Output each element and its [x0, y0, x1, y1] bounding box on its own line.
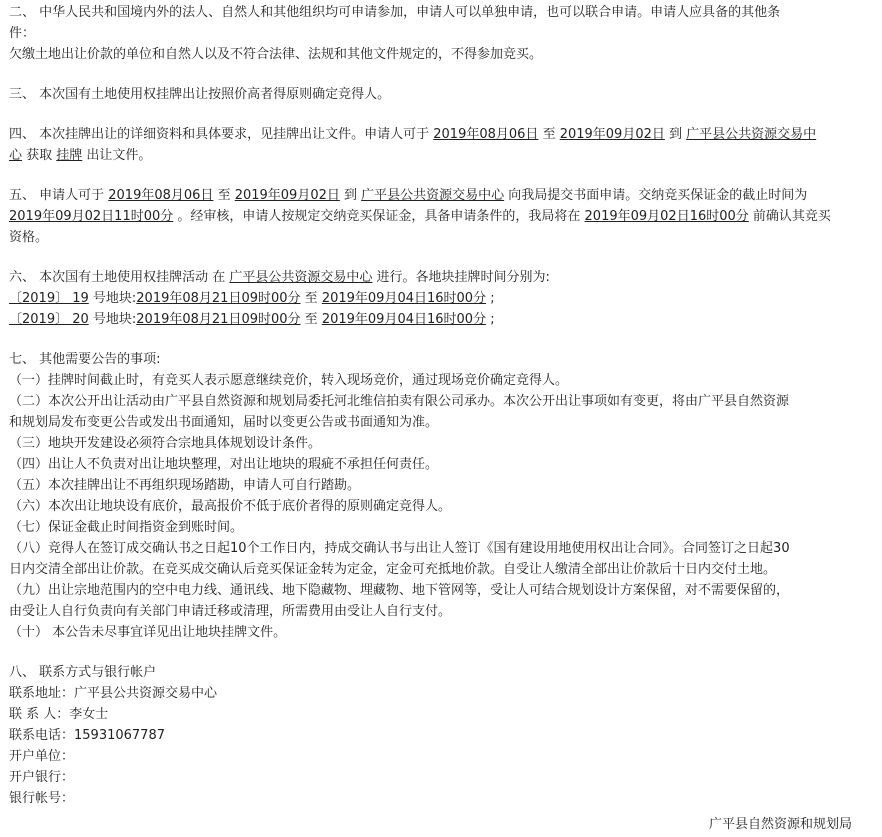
notice-document: [9, 2, 869, 809]
section-5-text: 前确认其竞买: [748, 209, 831, 224]
plot-sep: 至: [300, 291, 322, 306]
section-4: [9, 124, 869, 166]
section-7-item: （一）挂牌时间截止时，有竞买人表示愿意继续竞价，转入现场竞价，通过现场竞价确定竞得人。: [9, 373, 569, 388]
section-8-title: 八、 联系方式与银行帐户: [9, 665, 157, 680]
section-2-line-1: 二、 中华人民共和国境内外的法人、自然人和其他组织均可申请参加，申请人可以单独申请，也可以联合申请。申请人应具备的其他条: [9, 5, 781, 20]
section-7-item: （二）本次公开出让活动由广平县自然资源和规划局委托河北维信拍卖有限公司承办。本次公开出让事项如有变更，将由广平县自然资源: [9, 394, 790, 409]
section-3-line-1: 三、 本次国有土地使用权挂牌出让按照价高者得原则确定竞得人。: [9, 87, 391, 102]
plot-start: 2019年08月21日09时00分: [136, 291, 301, 306]
plot-tail: ;: [486, 312, 495, 327]
section-7-item: （九）出让宗地范围内的空中电力线、通讯线、地下隐藏物、埋藏物、地下管网等，受让人可结合规划设计方案保留，对不需要保留的，: [9, 583, 790, 598]
section-7-item: （七）保证金截止时间指资金到账时间。: [9, 520, 244, 535]
section-5-text: 五、 申请人可于: [9, 188, 109, 203]
plot-code: 〔2019〕 20: [9, 312, 89, 327]
deposit-deadline: 2019年09月02日11时00分: [9, 209, 174, 224]
section-5: [9, 185, 869, 248]
section-4-text: 四、 本次挂牌出让的详细资料和具体要求，见挂牌出让文件。申请人可于: [9, 127, 434, 142]
application-start-date: 2019年08月06日: [108, 188, 214, 203]
contact-address: 联系地址：广平县公共资源交易中心: [9, 686, 218, 701]
section-4-line-2: [9, 145, 869, 166]
section-7-item: （六）本次出让地块设有底价，最高报价不低于底价者得的原则确定竞得人。: [9, 499, 452, 514]
section-2-line-2: 件：: [9, 26, 36, 41]
section-4-text: 获取: [22, 148, 57, 163]
section-8: [9, 662, 869, 809]
document-start-date: 2019年08月06日: [433, 127, 539, 142]
section-7-item: （十） 本公告未尽事宜详见出让地块挂牌文件。: [9, 625, 287, 640]
application-end-date: 2019年09月02日: [234, 188, 340, 203]
section-5-text: 。经审核，申请人按规定交纳竞买保证金，具备申请条件的，我局将在: [173, 209, 585, 224]
section-5-line-3: 资格。: [9, 230, 49, 245]
section-7: [9, 349, 869, 643]
section-7-item: 和规划局发布变更公告或发出书面通知，届时以变更公告或书面通知为准。: [9, 415, 439, 430]
plot-start: 2019年08月21日09时00分: [136, 312, 301, 327]
contact-person: 联 系 人：李女士: [9, 707, 109, 722]
section-2-line-3: 欠缴土地出让价款的单位和自然人以及不符合法律、法规和其他文件规定的，不得参加竞买。: [9, 47, 543, 62]
section-7-item: （八）竞得人在签订成交确认书之日起10个工作日内，持成交确认书与出让人签订《国有建设用地使用权出让合同》。合同签订之日起30: [9, 541, 790, 556]
plot-end: 2019年09月04日16时00分: [321, 312, 487, 327]
section-4-text: 到: [664, 127, 687, 142]
section-7-title: 七、 其他需要公告的事项:: [9, 352, 161, 367]
account-unit: 开户单位：: [9, 749, 75, 764]
section-4-text: 出让文件。: [82, 148, 152, 163]
account-number: 银行帐号：: [9, 791, 75, 806]
plot-row: [9, 288, 869, 309]
section-5-text: 到: [339, 188, 362, 203]
document-type: 挂牌: [56, 148, 83, 163]
section-3: [9, 84, 869, 105]
section-7-item: 由受让人自行负责向有关部门申请迁移或清理，所需费用由受让人自行支付。: [9, 604, 452, 619]
plot-end: 2019年09月04日16时00分: [321, 291, 487, 306]
section-7-item: （四）出让人不负责对出让地块整理，对出让地块的瑕疵不承担任何责任。: [9, 457, 439, 472]
section-7-item: （五）本次挂牌出让不再组织现场踏勘，申请人可自行踏勘。: [9, 478, 361, 493]
plot-tail: ;: [486, 291, 495, 306]
section-6: [9, 267, 869, 330]
section-7-item: 日内交清全部出让价款。在竞买成交确认后竞买保证金转为定金，定金可充抵地价款。自受让人缴清全部出让价款后十日内交付土地。: [9, 562, 777, 577]
section-5-line-2: [9, 206, 869, 227]
listing-place: 广平县公共资源交易中心: [229, 270, 373, 285]
contact-phone: 联系电话：15931067787: [9, 728, 165, 743]
section-4-line-1: [9, 124, 869, 145]
plot-row: [9, 309, 869, 330]
account-bank: 开户银行：: [9, 770, 75, 785]
confirm-time: 2019年09月02日16时00分: [584, 209, 749, 224]
section-6-line-1: [9, 267, 869, 288]
section-2: [9, 2, 869, 65]
section-5-text: 向我局提交书面申请。交纳竞买保证金的截止时间为: [504, 188, 808, 203]
plot-code: 〔2019〕 19: [9, 291, 89, 306]
document-place-cont: 心: [9, 148, 23, 163]
plot-label: 号地块:: [88, 291, 137, 306]
section-7-item: （三）地块开发建设必须符合宗地具体规划设计条件。: [9, 436, 322, 451]
section-6-text: 进行。各地块挂牌时间分别为:: [372, 270, 550, 285]
section-6-text: 六、 本次国有土地使用权挂牌活动 在: [9, 270, 230, 285]
application-place: 广平县公共资源交易中心: [361, 188, 505, 203]
section-5-line-1: [9, 185, 869, 206]
plot-label: 号地块:: [88, 312, 137, 327]
issuer-signature: 广平县自然资源和规划局: [708, 817, 852, 832]
plot-sep: 至: [300, 312, 322, 327]
document-place: 广平县公共资源交易中: [686, 127, 817, 142]
document-end-date: 2019年09月02日: [559, 127, 665, 142]
section-4-text: 至: [538, 127, 560, 142]
section-5-text: 至: [213, 188, 235, 203]
